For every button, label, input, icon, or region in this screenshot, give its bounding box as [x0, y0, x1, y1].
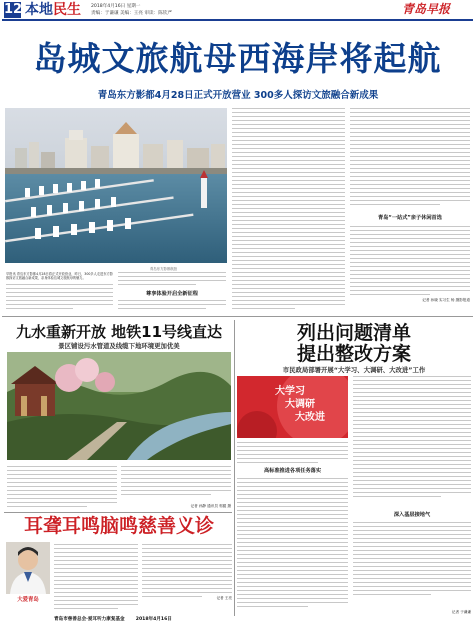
story3-body-col-c-lines [353, 376, 471, 506]
lead-headline: 岛城文旅航母西海岸将起航 [33, 39, 442, 78]
section-rule-2 [4, 512, 232, 513]
logo-text: 青岛早报 [402, 2, 451, 16]
story2-body-col-2-lines [121, 466, 231, 502]
story2-headline: 九水重新开放 地铁11号线直达 [15, 323, 223, 341]
section-life: 民生 [53, 2, 81, 18]
story4-headline: 耳聋耳鸣脑鸣慈善义诊 [23, 515, 214, 537]
ad-sponsor: 青岛市慈善总会·爱耳听力康复基金 [54, 617, 125, 622]
ad-date: 2018年4月16日 [135, 617, 172, 622]
lead-subhead: 青岛东方影都4月28日正式开放营业 300多人探访文旅融合新成果 [97, 90, 379, 101]
story2-photo [7, 352, 231, 460]
story2-byline: 记者 孙静 通讯员 郭健 摄 [190, 504, 231, 508]
lead-body-col-1-lines [6, 284, 113, 312]
lead-body-col-4b-lines [350, 226, 470, 304]
story3-graphic [237, 376, 348, 438]
lead-body-col-2b-lines [118, 300, 226, 312]
story3-headline-1: 列出问题清单 [296, 322, 411, 344]
section-local: 本地 [25, 2, 53, 18]
lead-subtitle-1: 尊享体验开启全新征程 [146, 291, 198, 297]
lead-photo [5, 108, 227, 263]
story3-headline-2: 提出整改方案 [296, 343, 411, 365]
story3-body-col-a-lines [237, 442, 348, 466]
story3-subhead: 市民政局部署开展“大学习、大调研、大改进”工作 [282, 366, 426, 374]
doctor-portrait-photo [6, 542, 50, 594]
lead-intro-text: 早报讯 青岛东方影都4月28日将正式开放营业，昨日，300多人走进东方影都探访文旅融合新成果，亲身体验岛城文旅航母的魅力。 [6, 272, 113, 281]
story3-subtitle-1: 高标准推进各项任务落实 [263, 468, 322, 474]
ad-footer [54, 605, 234, 622]
graphic-line-2: 大调研 [285, 399, 315, 410]
newspaper-logo [402, 2, 472, 17]
lead-byline: 记者 孙晓 实习生 杨 摄影报道 [422, 298, 470, 302]
marina-aerial-photo [5, 108, 227, 263]
section-title [25, 2, 81, 18]
story4-body-col-1-lines [54, 544, 138, 614]
story3-body-col-d-lines [353, 522, 471, 608]
story2-body-col-1-lines [7, 466, 117, 510]
graphic-line-3: 大改进 [295, 412, 325, 423]
story3-subtitle-2: 深入基层接地气 [393, 512, 431, 518]
story3-body-col-b-lines [237, 478, 348, 616]
story3-byline: 记者 于谦谦 [451, 610, 471, 614]
lead-subtitle-2: 青岛“一站式”亲子休闲首选 [378, 215, 442, 221]
column-divider [234, 320, 235, 616]
story4-badge: 大爱青岛 [17, 597, 39, 603]
story2-subhead: 景区铺设污水管道及线缆下地环境更加优美 [58, 342, 180, 350]
page-number: 12 [4, 2, 23, 17]
story4-body-col-2-lines [142, 544, 232, 602]
date-line: 2018年4月16日 星期一 [91, 4, 141, 9]
jiushui-scenery-photo [7, 352, 231, 460]
lead-body-col-4-lines [350, 108, 470, 212]
editors-line: 责编：于谦谦 美编：王亮 审读：陈钦严 [91, 11, 173, 16]
photo-caption: 青岛东方影都航拍 [150, 267, 178, 271]
story4-byline: 记者 王亮 [216, 596, 232, 600]
graphic-line-1: 大学习 [275, 386, 305, 397]
header-rule [2, 19, 473, 21]
lead-body-col-2-lines [118, 272, 226, 288]
section-rule-1 [2, 316, 473, 317]
story4-photo [6, 542, 50, 594]
lead-body-col-3-lines [232, 108, 345, 314]
